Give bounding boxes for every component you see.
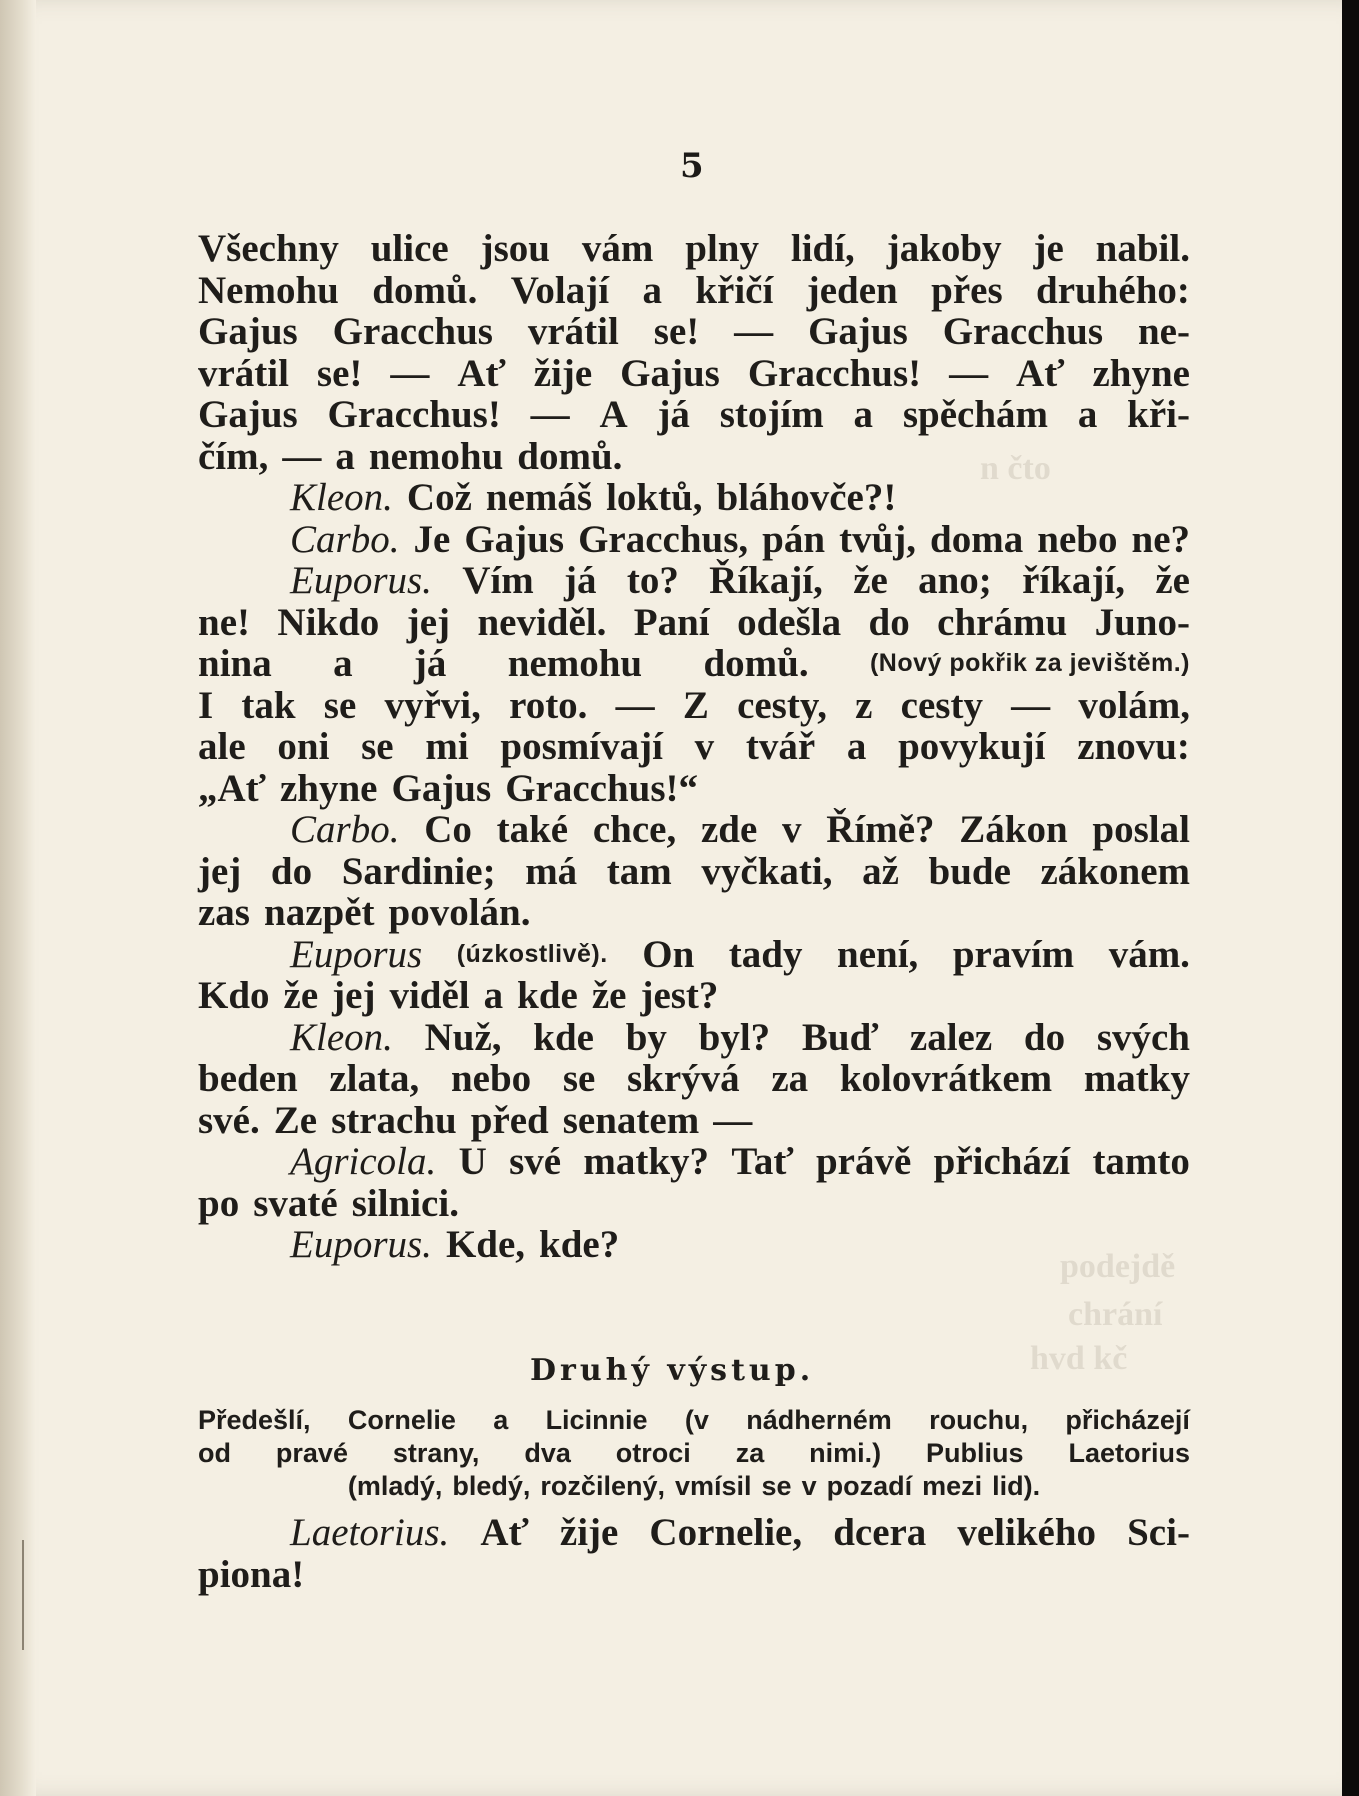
word: Tať <box>731 1140 794 1183</box>
word: (v <box>684 1405 709 1435</box>
word: nazpět <box>264 891 375 934</box>
word: za <box>735 1438 765 1468</box>
word: velikého <box>957 1511 1097 1554</box>
word: Říkají, <box>709 559 823 602</box>
word: chrámu <box>937 600 1068 644</box>
word: Zákon <box>959 808 1068 851</box>
word: stojím <box>719 393 824 436</box>
word: — <box>734 310 774 353</box>
text-line <box>198 394 1190 436</box>
word: U <box>458 1140 487 1183</box>
word: vrátil <box>198 351 289 395</box>
text-line <box>198 892 1190 934</box>
page-gutter <box>0 0 36 1796</box>
word: — <box>615 683 655 727</box>
word: v <box>694 725 715 768</box>
scan-border <box>1342 0 1359 1796</box>
word: nemáš <box>485 476 593 519</box>
word: bude <box>928 849 1011 893</box>
word: své <box>509 1140 562 1183</box>
word: tak <box>241 683 296 727</box>
word: vám. <box>1108 932 1190 976</box>
text-line <box>198 1058 1190 1100</box>
word: posmívají <box>500 725 663 768</box>
word: Gracchus! <box>327 393 501 436</box>
word: vmísil <box>674 1471 752 1501</box>
word: Ať <box>457 351 506 395</box>
word: Všechny <box>198 227 339 270</box>
text-line <box>198 726 1190 768</box>
word: ne! <box>198 600 250 644</box>
word: kolovrátkem <box>839 1057 1053 1100</box>
word: pravé <box>275 1438 348 1468</box>
word: jej <box>332 974 376 1017</box>
word: Gracchus <box>332 310 493 353</box>
word: já <box>413 642 447 685</box>
word: do <box>1023 1015 1066 1059</box>
word: a <box>642 268 662 312</box>
word: zlata, <box>329 1057 420 1100</box>
word: loktů, <box>606 476 703 519</box>
word: je <box>1033 227 1064 270</box>
word: kde <box>533 1015 594 1059</box>
word: — <box>713 1098 753 1142</box>
speaker-name: Agricola. <box>290 1140 437 1183</box>
word: kde <box>517 974 578 1017</box>
word: Gracchus, <box>578 517 749 561</box>
word: Vím <box>462 559 534 602</box>
word: zhyne <box>279 766 378 810</box>
word: Buď <box>801 1015 879 1059</box>
text-line <box>198 436 1190 478</box>
word: není, <box>837 932 919 976</box>
word: oni <box>277 725 330 768</box>
word: spěchám <box>902 393 1049 436</box>
word: do <box>270 849 313 893</box>
word: — <box>282 434 322 478</box>
word: Kdo <box>198 974 270 1017</box>
word: jej <box>406 600 451 644</box>
word: já <box>657 393 690 436</box>
word: vrátil <box>527 310 619 353</box>
stage-note: (Nový pokřik za jevištěm.) <box>869 649 1190 677</box>
word: Co <box>424 808 472 851</box>
word: zhyne <box>1092 351 1190 395</box>
word: dcera <box>833 1511 927 1554</box>
text-line <box>198 602 1190 644</box>
word: Cornelie, <box>649 1511 803 1554</box>
word: roto. <box>509 683 588 727</box>
word: Gajus <box>808 310 908 353</box>
text-line <box>198 934 1190 976</box>
word: právě <box>815 1140 912 1183</box>
word: pozadí <box>826 1471 913 1501</box>
text-line <box>198 311 1190 353</box>
word: bledý, <box>452 1471 531 1501</box>
word: Ze <box>273 1098 318 1142</box>
word: a <box>335 434 355 478</box>
word: také <box>496 808 569 851</box>
word: nebo <box>1037 517 1118 561</box>
word: se <box>562 1057 596 1100</box>
word: Římě? <box>826 808 935 851</box>
word: Z <box>682 683 709 727</box>
word: Což <box>406 476 472 519</box>
word: přichází <box>933 1140 1071 1183</box>
word: matky? <box>583 1140 710 1183</box>
word: ne- <box>1137 310 1190 353</box>
word: rozčilený, <box>540 1471 665 1501</box>
word: že <box>853 559 888 602</box>
word: za <box>771 1057 809 1100</box>
text-line <box>198 1017 1190 1059</box>
word: Kde, <box>445 1223 526 1266</box>
word: to? <box>626 559 679 602</box>
word: lidí, <box>790 227 855 270</box>
word: doma <box>930 517 1024 561</box>
text-line <box>198 477 1190 519</box>
word: a <box>1077 393 1098 436</box>
speaker-name: Laetorius. <box>290 1511 450 1554</box>
word: domů. <box>703 642 809 685</box>
word: matky <box>1083 1057 1190 1100</box>
bleed-through-text: hvd kč <box>1030 1340 1128 1377</box>
word: povolán. <box>388 891 531 934</box>
speaker-name: Euporus. <box>290 1223 432 1266</box>
text-line <box>198 1224 1190 1266</box>
word: ano; <box>918 559 992 602</box>
word: Gracchus! <box>747 351 922 395</box>
word: a <box>483 974 504 1017</box>
word: ne? <box>1131 517 1190 561</box>
word: A <box>599 393 628 436</box>
main-text <box>198 228 1190 1266</box>
word: skrývá <box>626 1057 740 1100</box>
word: vyčkati, <box>701 849 833 893</box>
word: Gajus <box>464 517 565 561</box>
word: kři- <box>1127 393 1190 436</box>
word: vyřvi, <box>384 683 481 727</box>
word: rouchu, <box>929 1405 1029 1435</box>
word: neviděl. <box>477 600 607 644</box>
word: se <box>361 725 394 768</box>
word: v <box>781 808 802 851</box>
word: a <box>493 1405 509 1435</box>
word: tady <box>728 932 803 976</box>
word: zákonem <box>1040 849 1190 893</box>
word: Laetorius <box>1068 1438 1190 1468</box>
word: říkají, <box>1022 559 1126 602</box>
word: Gajus <box>391 766 492 810</box>
word: Gracchus <box>942 310 1104 353</box>
word: žije <box>533 351 593 395</box>
word: piona! <box>198 1552 305 1596</box>
word: tvůj, <box>839 517 917 561</box>
gutter-mark <box>22 1540 24 1650</box>
text-line <box>198 643 1190 685</box>
word: kde? <box>539 1223 620 1266</box>
word: Předešlí, <box>198 1405 311 1435</box>
word: svých <box>1096 1015 1190 1059</box>
text-line <box>198 353 1190 395</box>
word: vám <box>581 227 654 270</box>
text-line <box>198 1100 1190 1142</box>
word: od <box>198 1438 231 1468</box>
bleed-through-text: chrání <box>1068 1296 1163 1333</box>
word: povykují <box>898 725 1046 768</box>
word: se <box>761 1471 792 1501</box>
text-line <box>198 851 1190 893</box>
word: a <box>846 725 867 768</box>
word: (mladý, <box>347 1471 443 1501</box>
word: před <box>470 1098 549 1142</box>
word: Nikdo <box>277 600 380 644</box>
word: dva <box>524 1438 571 1468</box>
word: jest? <box>640 974 719 1017</box>
text-line <box>198 1512 1190 1554</box>
speaker-name: Carbo. <box>290 517 400 561</box>
stage-direction-line <box>198 1470 1190 1503</box>
word: mezi <box>922 1471 983 1501</box>
word: přicházejí <box>1065 1405 1190 1435</box>
word: nabil. <box>1095 227 1190 270</box>
word: jsou <box>480 227 550 270</box>
word: pán <box>762 517 826 561</box>
word: a <box>333 642 353 685</box>
word: ulice <box>370 227 449 270</box>
word: zde <box>700 808 758 851</box>
word: senatem <box>562 1098 700 1142</box>
text-line <box>198 519 1190 561</box>
bleed-through-text: podejdě <box>1060 1248 1176 1285</box>
word: že <box>1155 559 1190 602</box>
word: domů. <box>517 434 623 478</box>
word: volám, <box>1078 683 1190 727</box>
word: nemohu <box>507 642 643 685</box>
word: strany, <box>392 1438 480 1468</box>
word: Ať <box>480 1511 529 1554</box>
word: plny <box>685 227 759 270</box>
word: nádherném <box>746 1405 892 1435</box>
word: bláhovče?! <box>716 476 897 519</box>
word: křičí <box>695 268 774 312</box>
text-line <box>198 685 1190 727</box>
word: nebo <box>450 1057 532 1100</box>
word: Cornelie <box>347 1405 456 1435</box>
word: Nuž, <box>424 1015 502 1059</box>
speaker-aside: (úzkostlivě). <box>456 939 608 968</box>
word: žije <box>559 1511 619 1554</box>
word: Juno- <box>1094 600 1190 644</box>
word: jeden <box>806 268 898 312</box>
word: nina <box>198 642 272 685</box>
word: druhého: <box>1036 268 1190 312</box>
text-line <box>198 1183 1190 1225</box>
word: Paní <box>633 600 710 644</box>
word: z <box>855 683 873 727</box>
word: se! <box>316 351 363 395</box>
word: Licinnie <box>545 1405 648 1435</box>
word: domů. <box>372 268 478 312</box>
final-dialogue <box>198 1512 1190 1595</box>
word: se <box>323 683 357 727</box>
word: jej <box>198 849 242 893</box>
word: — <box>530 393 570 436</box>
word: své. <box>198 1098 260 1142</box>
word: tvář <box>745 725 816 768</box>
text-line <box>198 228 1190 270</box>
word: zalez <box>909 1015 993 1059</box>
word: že <box>283 974 319 1017</box>
word: Sardinie; <box>341 849 496 893</box>
text-line <box>198 270 1190 312</box>
speaker-name: Euporus <box>290 932 423 976</box>
text-line <box>198 975 1190 1017</box>
word: mi <box>425 725 469 768</box>
word: znovu: <box>1077 725 1190 768</box>
word: Gajus <box>620 351 720 395</box>
word: cesty <box>900 683 983 727</box>
text-line <box>198 1141 1190 1183</box>
text-line <box>198 809 1190 851</box>
word: Gajus <box>198 310 298 353</box>
word: otroci <box>615 1438 691 1468</box>
word: viděl <box>389 974 470 1017</box>
word: zas <box>198 891 250 934</box>
word: Publius <box>926 1438 1024 1468</box>
word: po <box>198 1181 240 1225</box>
scene-heading: Druhý výstup. <box>530 1353 815 1388</box>
text-line <box>198 1554 1190 1596</box>
word: — <box>949 351 989 395</box>
word: byl? <box>698 1015 771 1059</box>
word: strachu <box>331 1098 457 1142</box>
word: beden <box>198 1057 298 1100</box>
word: nemohu <box>368 434 504 478</box>
word: I <box>198 683 214 727</box>
page-number: 5 <box>680 146 704 186</box>
word: Sci- <box>1127 1511 1190 1554</box>
word: odešla <box>737 600 842 644</box>
word: já <box>564 559 597 602</box>
text-line <box>198 768 1190 810</box>
word: ale <box>198 725 246 768</box>
word: přes <box>931 268 1003 312</box>
word: lid). <box>992 1471 1041 1501</box>
word: čím, <box>198 434 269 478</box>
word: a <box>853 393 874 436</box>
word: Volají <box>510 268 610 312</box>
word: že <box>591 974 627 1017</box>
word: tam <box>606 849 672 893</box>
stage-direction-line <box>198 1404 1190 1437</box>
speaker-name: Carbo. <box>290 808 400 851</box>
word: svaté <box>253 1181 338 1225</box>
word: silnici. <box>351 1181 459 1225</box>
word: On <box>642 932 695 976</box>
speaker-name: Euporus. <box>290 559 432 602</box>
stage-direction-line <box>198 1437 1190 1470</box>
word: v <box>801 1471 817 1501</box>
word: pravím <box>952 932 1075 976</box>
word: „Ať <box>198 766 266 810</box>
word: Ať <box>1016 351 1065 395</box>
word: Gajus <box>198 393 298 436</box>
word: Je <box>413 517 451 561</box>
word: chce, <box>592 808 677 851</box>
word: tamto <box>1092 1140 1190 1183</box>
word: — <box>390 351 430 395</box>
word: do <box>868 600 910 644</box>
word: — <box>1011 683 1051 727</box>
word: Nemohu <box>198 268 339 312</box>
word: se! <box>653 310 700 353</box>
word: cesty, <box>737 683 827 727</box>
word: jakoby <box>886 227 1002 270</box>
word: nimi.) <box>809 1438 882 1468</box>
word: Gracchus!“ <box>505 766 698 810</box>
word: by <box>625 1015 667 1059</box>
speaker-name: Kleon. <box>290 1015 393 1059</box>
stage-direction <box>198 1404 1190 1503</box>
speaker-name: Kleon. <box>290 476 393 519</box>
bleed-through-text: n čto <box>980 450 1051 487</box>
word: má <box>525 849 578 893</box>
word: poslal <box>1092 808 1190 851</box>
word: až <box>862 849 899 893</box>
text-line <box>198 560 1190 602</box>
